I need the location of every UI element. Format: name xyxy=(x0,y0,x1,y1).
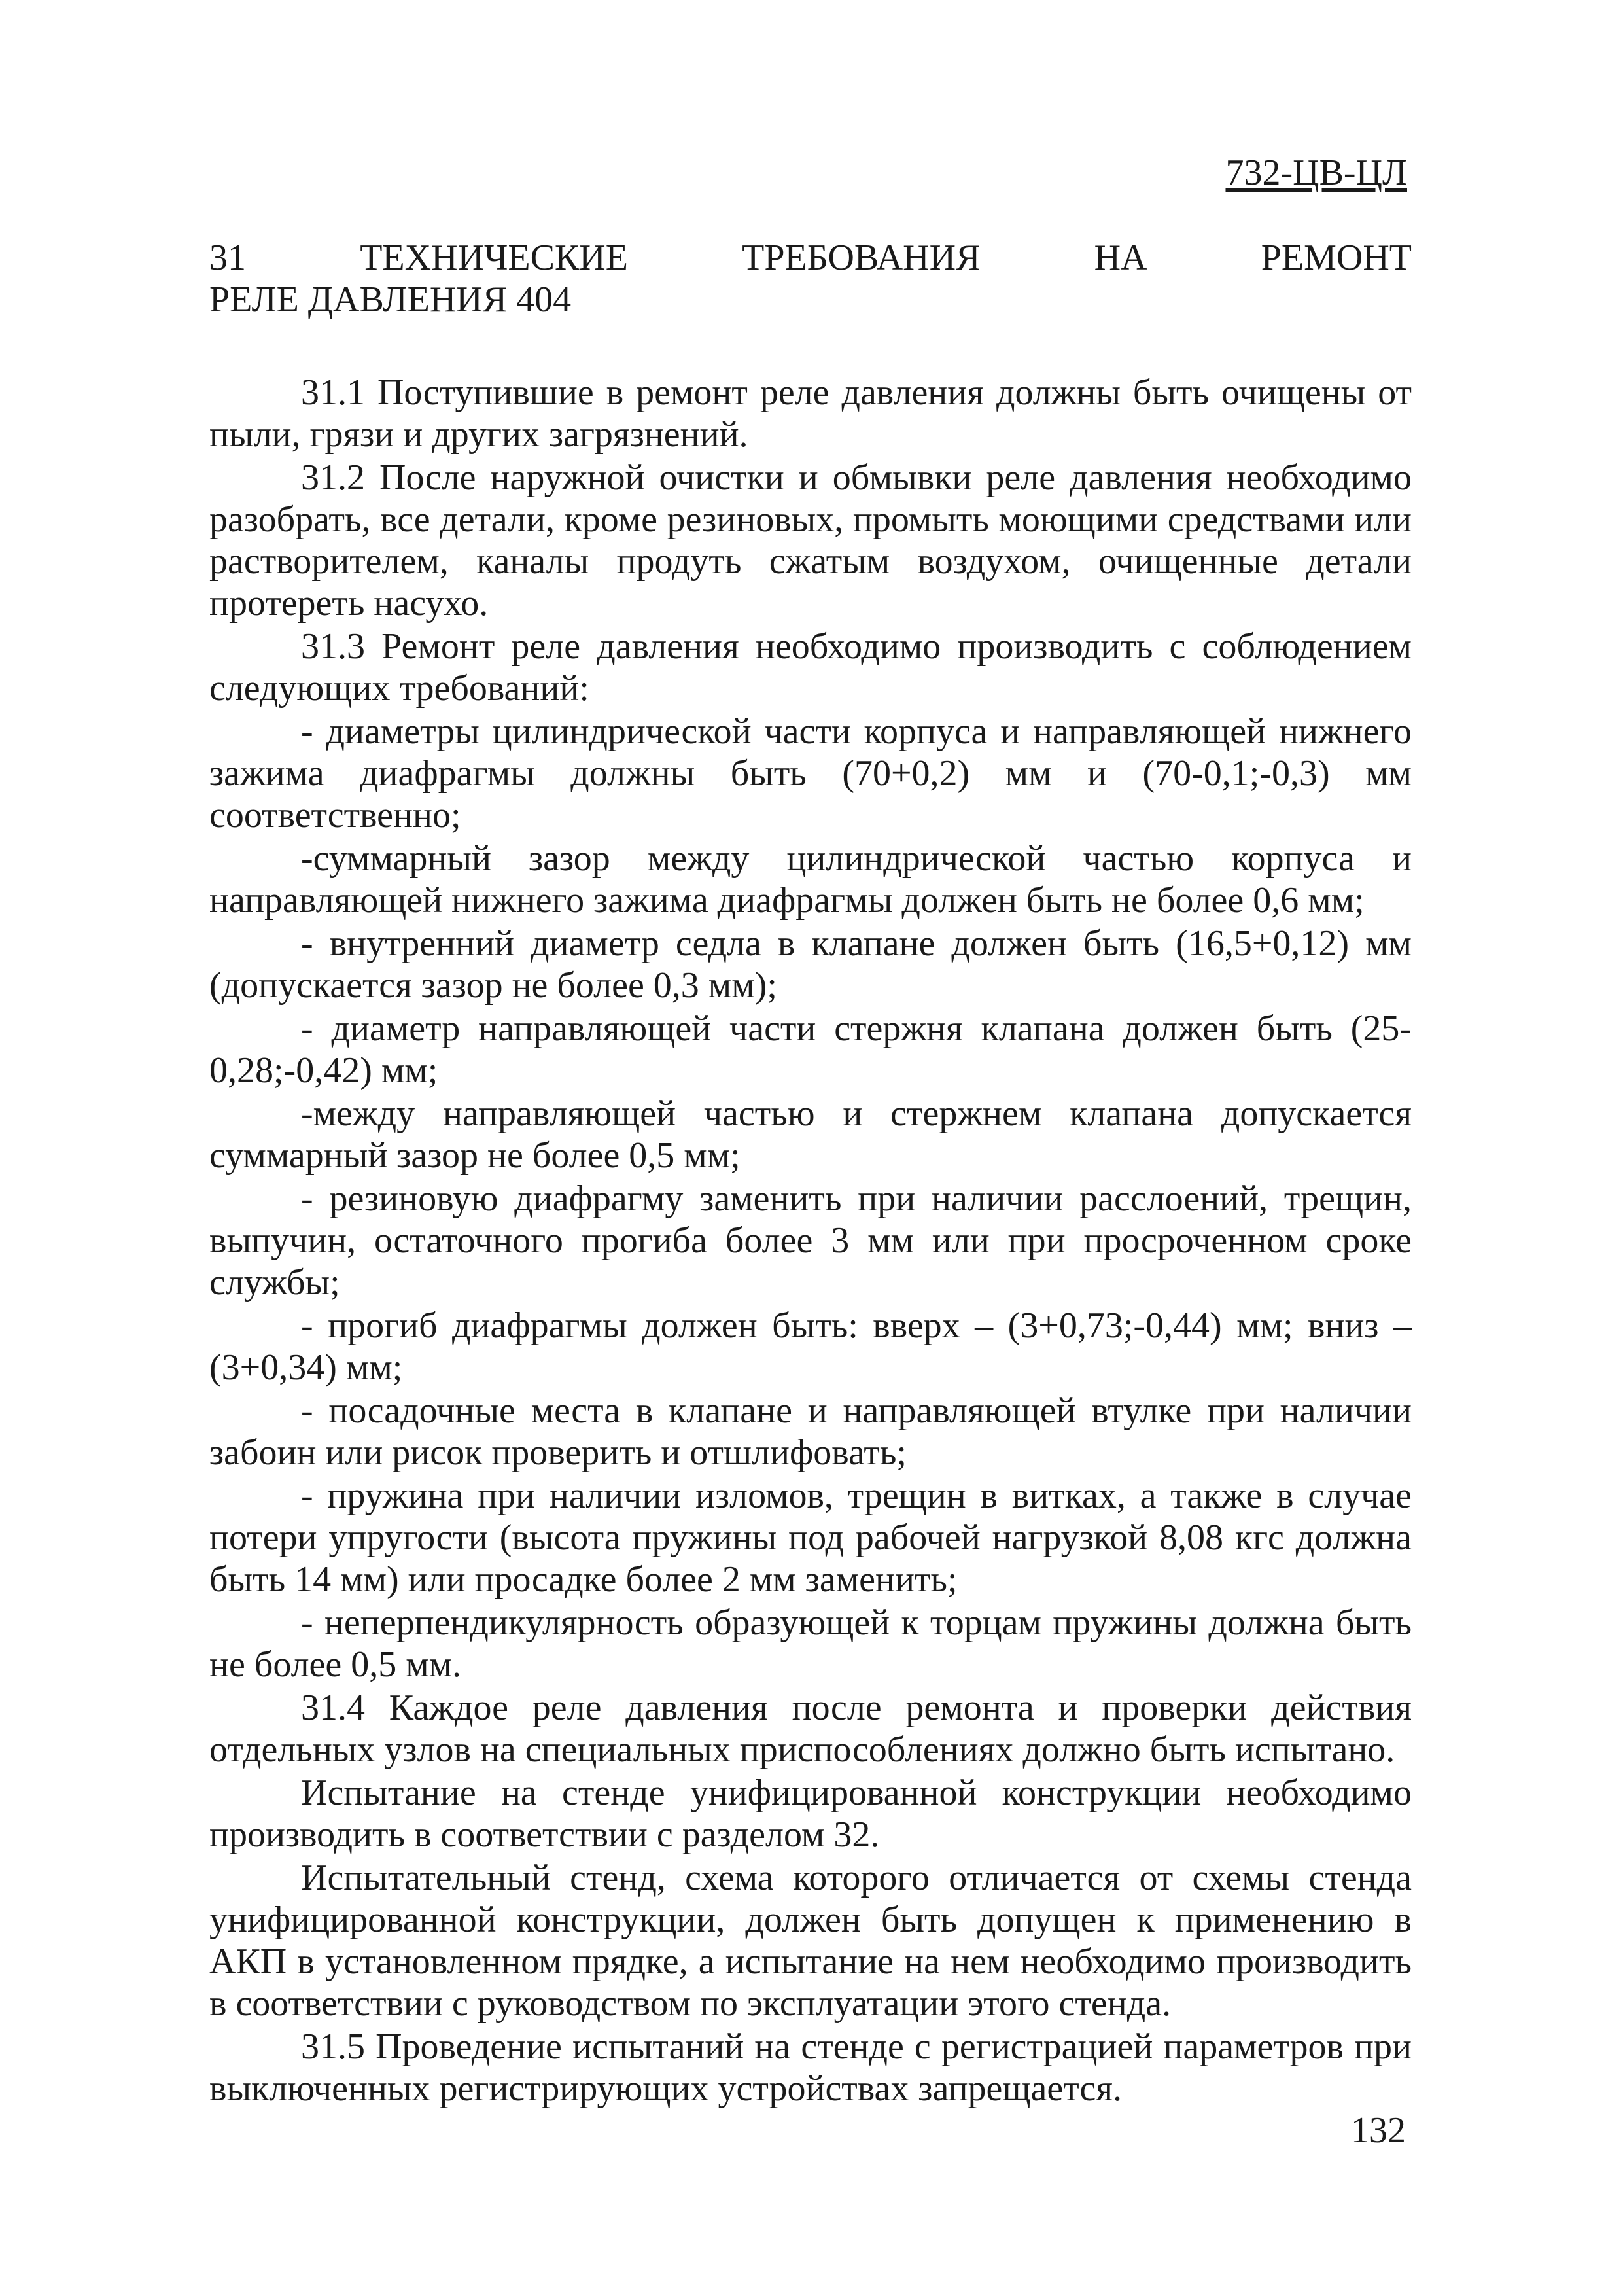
page-number: 132 xyxy=(1351,2110,1406,2151)
requirement-item: - диаметры цилиндрической части корпуса и направляющей нижнего зажима диафрагмы должны быть (70+0,2) мм и (70-0,1;-0,3) мм соответственно; xyxy=(209,711,1412,836)
document-code: 732-ЦВ-ЦЛ xyxy=(1225,152,1407,193)
requirement-item: - посадочные места в клапане и направляющей втулке при наличии забоин или рисок проверить и отшлифовать; xyxy=(209,1390,1412,1473)
requirement-item: - внутренний диаметр седла в клапане должен быть (16,5+0,12) мм (допускается зазор не более 0,3 мм); xyxy=(209,923,1412,1006)
document-body xyxy=(209,237,1412,2111)
requirement-item: -суммарный зазор между цилиндрической частью корпуса и направляющей нижнего зажима диафрагмы должен быть не более 0,6 мм; xyxy=(209,838,1412,921)
paragraph-text: Испытание на стенде унифицированной конструкции необходимо производить в соответствии с разделом 32. xyxy=(209,1773,1412,1855)
paragraph-text: Испытательный стенд, схема которого отличается от схемы стенда унифицированной конструкции, должен быть допущен к применению в АКП в установленном прядке, а испытание на нем необходимо производить в соответствии с руководством по эксплуатации этого стенда. xyxy=(209,1858,1412,2024)
section-title-line-2: РЕЛЕ ДАВЛЕНИЯ 404 xyxy=(209,279,572,320)
requirement-item: - диаметр направляющей части стержня клапана должен быть (25-0,28;-0,42) мм; xyxy=(209,1008,1412,1091)
requirement-item: - прогиб диафрагмы должен быть: вверх – (3+0,73;-0,44) мм; вниз – (3+0,34) мм; xyxy=(209,1305,1412,1388)
paragraph-31-5: 31.5 Проведение испытаний на стенде с регистрацией параметров при выключенных регистрирующих устройствах запрещается. xyxy=(209,2026,1412,2109)
requirement-item: -между направляющей частью и стержнем клапана допускается суммарный зазор не более 0,5 мм; xyxy=(209,1093,1412,1176)
paragraph-31-4: 31.4 Каждое реле давления после ремонта и проверки действия отдельных узлов на специальных приспособлениях должно быть испытано. xyxy=(209,1687,1412,1770)
requirement-item: - пружина при наличии изломов, трещин в витках, а также в случае потери упругости (высота пружины под рабочей нагрузкой 8,08 кгс должна быть 14 мм) или просадке более 2 мм заменить; xyxy=(209,1475,1412,1600)
paragraph-31-2: 31.2 После наружной очистки и обмывки реле давления необходимо разобрать, все детали, кроме резиновых, промыть моющими средствами или растворителем, каналы продуть сжатым воздухом, очищенные детали протереть насухо. xyxy=(209,457,1412,624)
requirement-item: - резиновую диафрагму заменить при наличии расслоений, трещин, выпучин, остаточного прогиба более 3 мм или при просроченном сроке службы; xyxy=(209,1178,1412,1303)
section-title xyxy=(209,237,1412,321)
section-title-line-1: 31 ТЕХНИЧЕСКИЕ ТРЕБОВАНИЯ НА РЕМОНТ xyxy=(209,238,1412,278)
requirement-item: - неперпендикулярность образующей к торцам пружины должна быть не более 0,5 мм. xyxy=(209,1602,1412,1685)
paragraph-31-3: 31.3 Ремонт реле давления необходимо производить с соблюдением следующих требований: xyxy=(209,626,1412,709)
paragraph-31-1: 31.1 Поступившие в ремонт реле давления должны быть очищены от пыли, грязи и других загрязнений. xyxy=(209,372,1412,455)
